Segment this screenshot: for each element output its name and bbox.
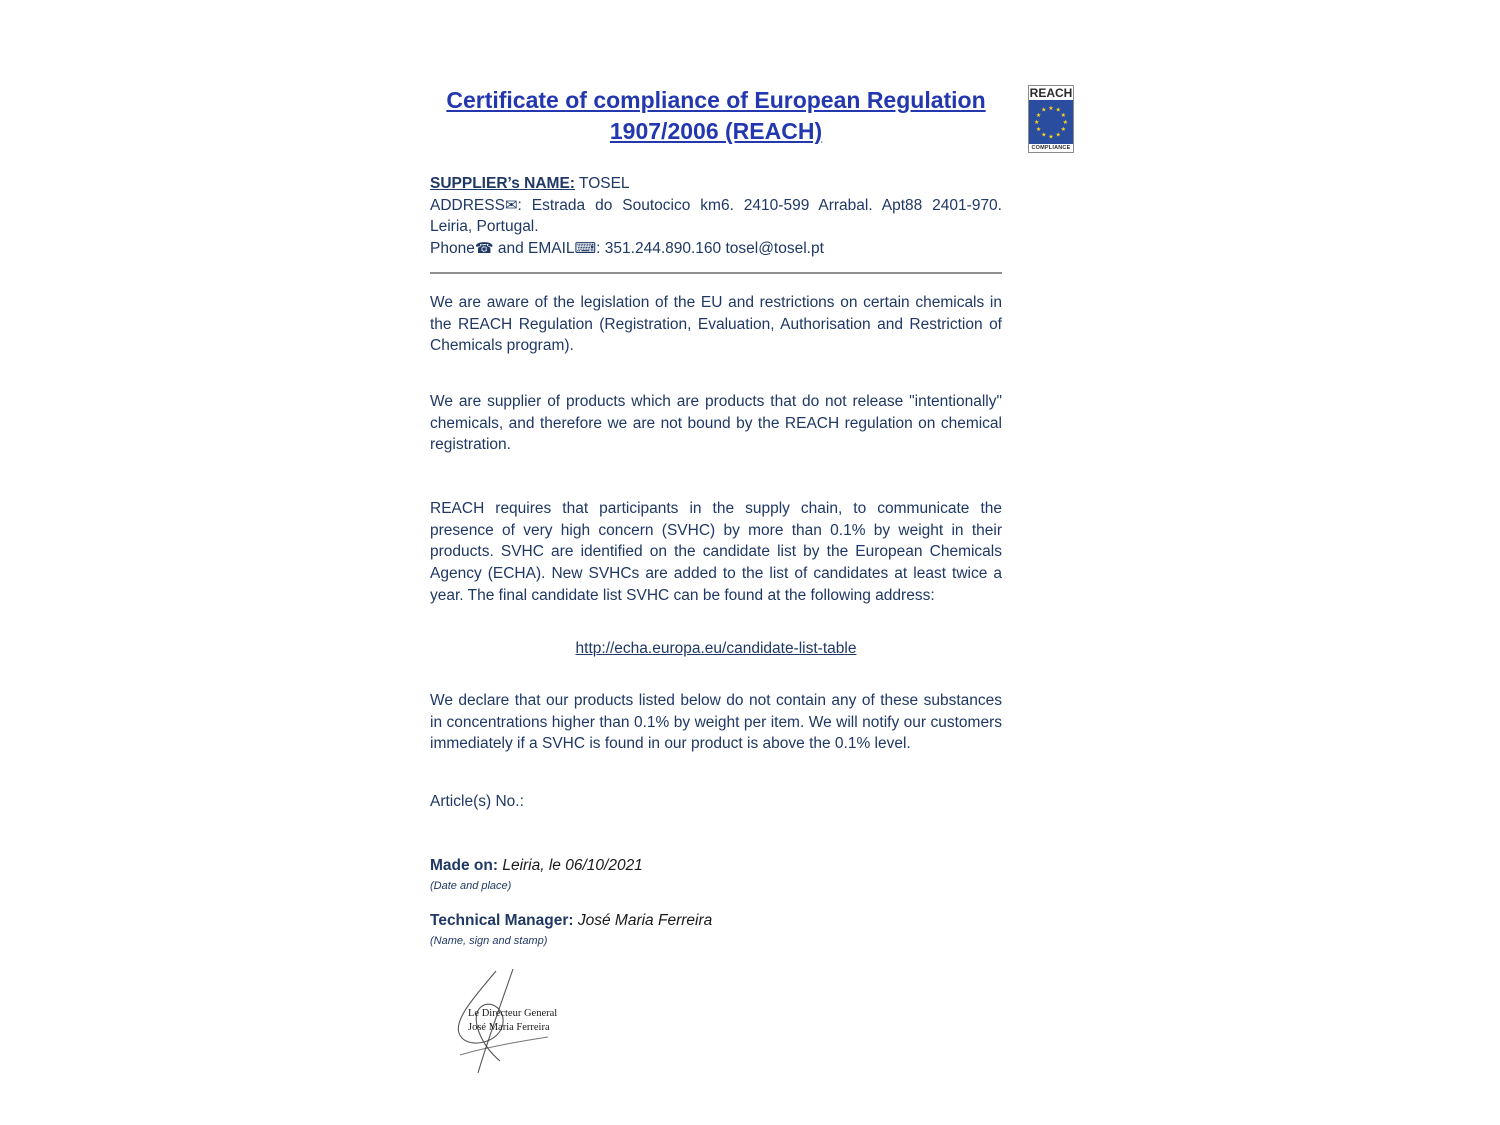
envelope-icon: ✉ <box>504 196 518 214</box>
supplier-info-block <box>430 173 1002 260</box>
reach-logo-wordmark: REACH <box>1029 86 1073 100</box>
reach-compliance-logo <box>1028 85 1074 153</box>
made-on-value: Leiria, le 06/10/2021 <box>498 856 643 874</box>
horizontal-rule <box>430 272 1002 274</box>
signature-block <box>438 967 578 1079</box>
date-place-note: (Date and place) <box>430 879 512 892</box>
svg-text:★: ★ <box>1041 107 1047 114</box>
paragraph-svhc-requirements: REACH requires that participants in the supply chain, to communicate the presence of very high concern (SVHC) by more than 0.1% by weight in their products. SVHC are identified on the candidate list by the European Chemicals Agency (ECHA). New SVHCs are added to the list of candidates at least twice a year. The final candidate list SVHC can be found at the following address: <box>430 499 1002 604</box>
candidate-list-link-row <box>430 638 1002 660</box>
svg-text:★: ★ <box>1060 127 1067 134</box>
svg-text:★: ★ <box>1048 105 1054 112</box>
phone-label: Phone <box>430 240 475 258</box>
stamp-line-2: José Maria Ferreira <box>468 1022 550 1034</box>
supplier-contact-line <box>430 238 1002 260</box>
supplier-address-line <box>430 195 1002 238</box>
eu-stars-icon <box>1029 100 1073 144</box>
name-sign-stamp-note: (Name, sign and stamp) <box>430 934 548 947</box>
phone-icon: ☎ <box>474 240 494 258</box>
reach-logo-compliance-label: COMPLIANCE <box>1031 145 1071 152</box>
candidate-list-link[interactable]: http://echa.europa.eu/candidate-list-table <box>575 640 857 658</box>
document-body <box>430 85 1002 1079</box>
svg-text:★: ★ <box>1035 127 1042 134</box>
svg-text:★: ★ <box>1060 113 1067 120</box>
stamp-line-1: Le Directeur General <box>468 1008 558 1019</box>
stamp-text <box>468 1007 557 1035</box>
supplier-name-line <box>430 173 1002 195</box>
svg-text:★: ★ <box>1062 120 1069 127</box>
supplier-name-label: SUPPLIER’s NAME: <box>430 175 575 193</box>
technical-manager-value: José Maria Ferreira <box>573 911 713 929</box>
made-on-label: Made on: <box>430 856 499 874</box>
email-label: and EMAIL <box>493 240 575 258</box>
paragraph-declaration: We declare that our products listed below do not contain any of these substances in concentrations higher than 0.1% by weight per item. We will notify our customers immediately if a SVHC is found in our product is above the 0.1% level. <box>430 692 1002 753</box>
svg-text:★: ★ <box>1035 113 1042 120</box>
document-title <box>430 85 1002 147</box>
article-number-line: Article(s) No.: <box>430 793 524 811</box>
svg-text:★: ★ <box>1055 107 1061 114</box>
supplier-address-value: : Estrada do Soutocico km6. 2410-599 Arrabal. Apt88 2401-970. Leiria, Portugal. <box>430 196 1002 236</box>
title-line-1: Certificate of compliance of European Regulation <box>446 87 986 113</box>
contact-value: : 351.244.890.160 tosel@tosel.pt <box>596 240 824 258</box>
paragraph-reach-awareness: We are aware of the legislation of the EU and restrictions on certain chemicals in the REACH Regulation (Registration, Evaluation, Authorisation and Restriction of Chemicals program). <box>430 293 1002 355</box>
supplier-address-label: ADDRESS <box>430 196 505 214</box>
email-device-icon: ⌨ <box>574 240 597 258</box>
svg-text:★: ★ <box>1041 132 1047 139</box>
svg-text:★: ★ <box>1055 132 1061 139</box>
svg-text:★: ★ <box>1033 120 1040 127</box>
technical-manager-label: Technical Manager: <box>430 911 574 929</box>
title-line-2: 1907/2006 (REACH) <box>609 118 823 145</box>
technical-manager-line <box>430 910 1002 932</box>
paragraph-supplier-statement: We are supplier of products which are products that do not release "intentionally" chemicals, and therefore we are not bound by the REACH regulation on chemical registration. <box>430 392 1002 454</box>
supplier-name-value: TOSEL <box>574 175 630 193</box>
svg-text:★: ★ <box>1048 134 1054 141</box>
made-on-line <box>430 855 1002 877</box>
